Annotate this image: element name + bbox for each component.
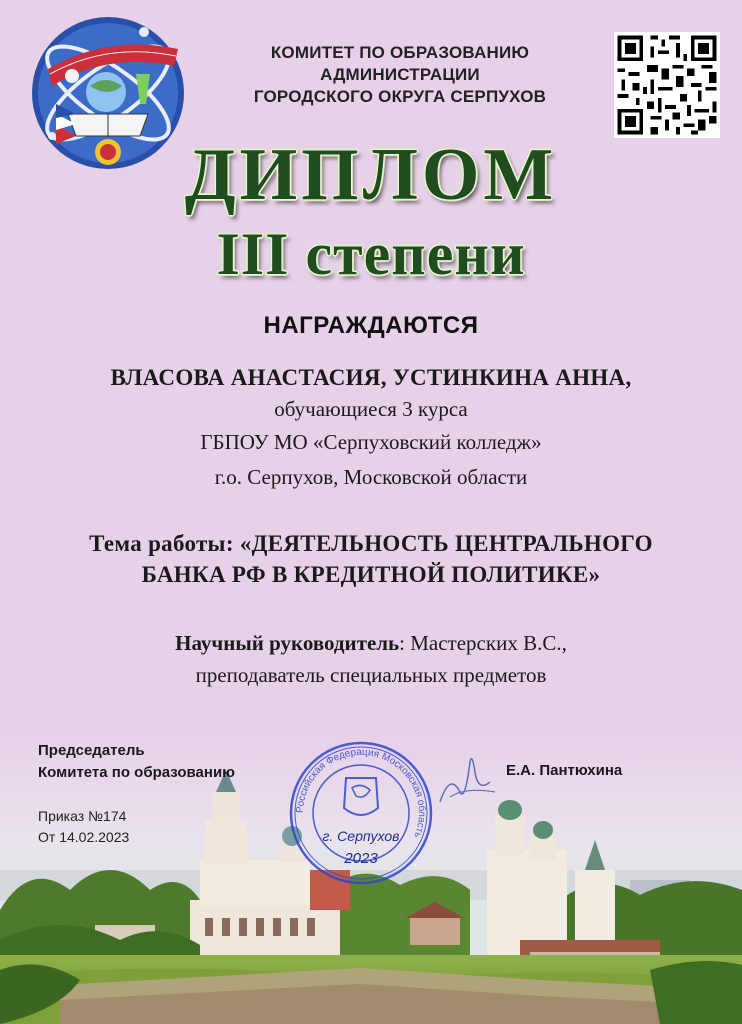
stamp-year: 2023 bbox=[344, 850, 378, 867]
qr-code-icon[interactable] bbox=[614, 32, 720, 138]
committee-line-1: КОМИТЕТ ПО ОБРАЗОВАНИЮ bbox=[270, 43, 530, 62]
official-seal-icon bbox=[286, 738, 436, 888]
work-topic bbox=[20, 528, 722, 590]
chair-line-1: Председатель bbox=[38, 742, 145, 759]
order-date: От 14.02.2023 bbox=[38, 829, 130, 845]
committee-header bbox=[210, 42, 590, 108]
topic-line-2: БАНКА РФ В КРЕДИТНОЙ ПОЛИТИКЕ» bbox=[141, 562, 601, 587]
signature-icon bbox=[420, 742, 500, 822]
recipient-names: ВЛАСОВА АНАСТАСИЯ, УСТИНКИНА АННА, bbox=[110, 365, 632, 390]
chair-name: Е.А. Пантюхина bbox=[506, 762, 623, 779]
committee-line-2: АДМИНИСТРАЦИИ bbox=[320, 65, 480, 84]
chair-line-2: Комитета по образованию bbox=[38, 764, 235, 781]
supervisor-line bbox=[0, 627, 742, 659]
recipient-course: обучающиеся 3 курса bbox=[274, 397, 468, 421]
topic-line-1: Тема работы: «ДЕЯТЕЛЬНОСТЬ ЦЕНТРАЛЬНОГО bbox=[89, 531, 653, 556]
order-info bbox=[38, 806, 129, 848]
stamp-ring-text: Российская Федерация Московская область bbox=[294, 746, 428, 840]
stamp-city: г. Серпухов bbox=[322, 828, 400, 844]
awarded-label: НАГРАЖДАЮТСЯ bbox=[263, 312, 479, 339]
diploma-title: ДИПЛОМ bbox=[184, 134, 558, 216]
recipient-college: ГБПОУ МО «Серпуховский колледж» bbox=[200, 430, 542, 454]
supervisor-block bbox=[0, 627, 742, 691]
committee-line-3: ГОРОДСКОГО ОКРУГА СЕРПУХОВ bbox=[253, 87, 547, 106]
supervisor-position: преподаватель специальных предметов bbox=[195, 663, 547, 687]
diploma-degree: III степени bbox=[216, 221, 526, 287]
order-number: Приказ №174 bbox=[38, 808, 127, 824]
chair-title bbox=[38, 740, 318, 784]
supervisor-name: : Мастерских В.С., bbox=[399, 631, 567, 655]
recipient-city: г.о. Серпухов, Московской области bbox=[214, 465, 528, 489]
supervisor-label: Научный руководитель bbox=[175, 631, 400, 655]
